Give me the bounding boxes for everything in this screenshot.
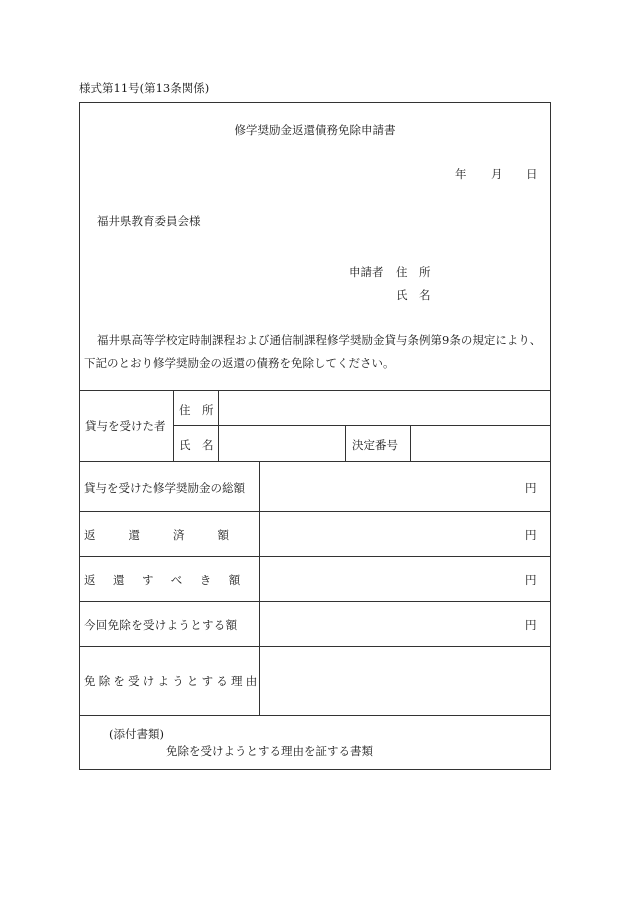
body-text-line-1: 福井県高等学校定時制課程および通信制課程修学奨励金貸与条例第9条の規定により、 (97, 333, 542, 347)
body-text-line-2: 下記のとおり修学奨励金の返還の債務を免除してください。 (84, 356, 395, 370)
decision-left-rule (345, 425, 346, 461)
due-amount-label: 返還すべき額 (84, 573, 258, 587)
applicant-address-label: 住 所 (396, 265, 431, 279)
rule-total (79, 461, 551, 462)
borrower-address-label: 住 所 (179, 403, 214, 417)
borrower-name-label: 氏 名 (179, 438, 214, 452)
due-amount-unit: 円 (525, 573, 537, 587)
form-title: 修学奨励金返還債務免除申請書 (234, 123, 396, 137)
rule-repaid (79, 511, 551, 512)
repaid-amount-label: 返還済額 (84, 528, 262, 542)
table-top-rule (79, 390, 551, 391)
borrower-mid-rule (173, 425, 551, 426)
borrower-col-rule (173, 390, 174, 461)
applicant-role: 申請者 (349, 265, 384, 279)
total-amount-label: 貸与を受けた修学奨励金の総額 (84, 481, 245, 495)
date-year: 年 (455, 167, 467, 181)
rule-exempt (79, 601, 551, 602)
addressee: 福井県教育委員会様 (97, 214, 201, 228)
date-month: 月 (491, 167, 503, 181)
attachments-item: 免除を受けようとする理由を証する書類 (166, 744, 373, 758)
repaid-amount-unit: 円 (525, 528, 537, 542)
label-col-rule (218, 390, 219, 461)
total-amount-unit: 円 (525, 481, 537, 495)
applicant-name-label: 氏 名 (396, 288, 431, 302)
date-day: 日 (526, 167, 538, 181)
decision-number-label: 決定番号 (352, 438, 398, 452)
exempt-amount-unit: 円 (525, 618, 537, 632)
form-id: 様式第11号(第13条関係) (79, 81, 210, 95)
rule-due (79, 556, 551, 557)
exempt-amount-label: 今回免除を受けようとする額 (84, 618, 238, 632)
decision-right-rule (410, 425, 411, 461)
form-frame (79, 102, 551, 770)
borrower-label: 貸与を受けた者 (85, 419, 166, 433)
rule-attachments (79, 715, 551, 716)
rule-reason (79, 646, 551, 647)
attachments-heading: (添付書類) (109, 727, 164, 741)
reason-label: 免除を受けようとする理由 (84, 674, 261, 688)
